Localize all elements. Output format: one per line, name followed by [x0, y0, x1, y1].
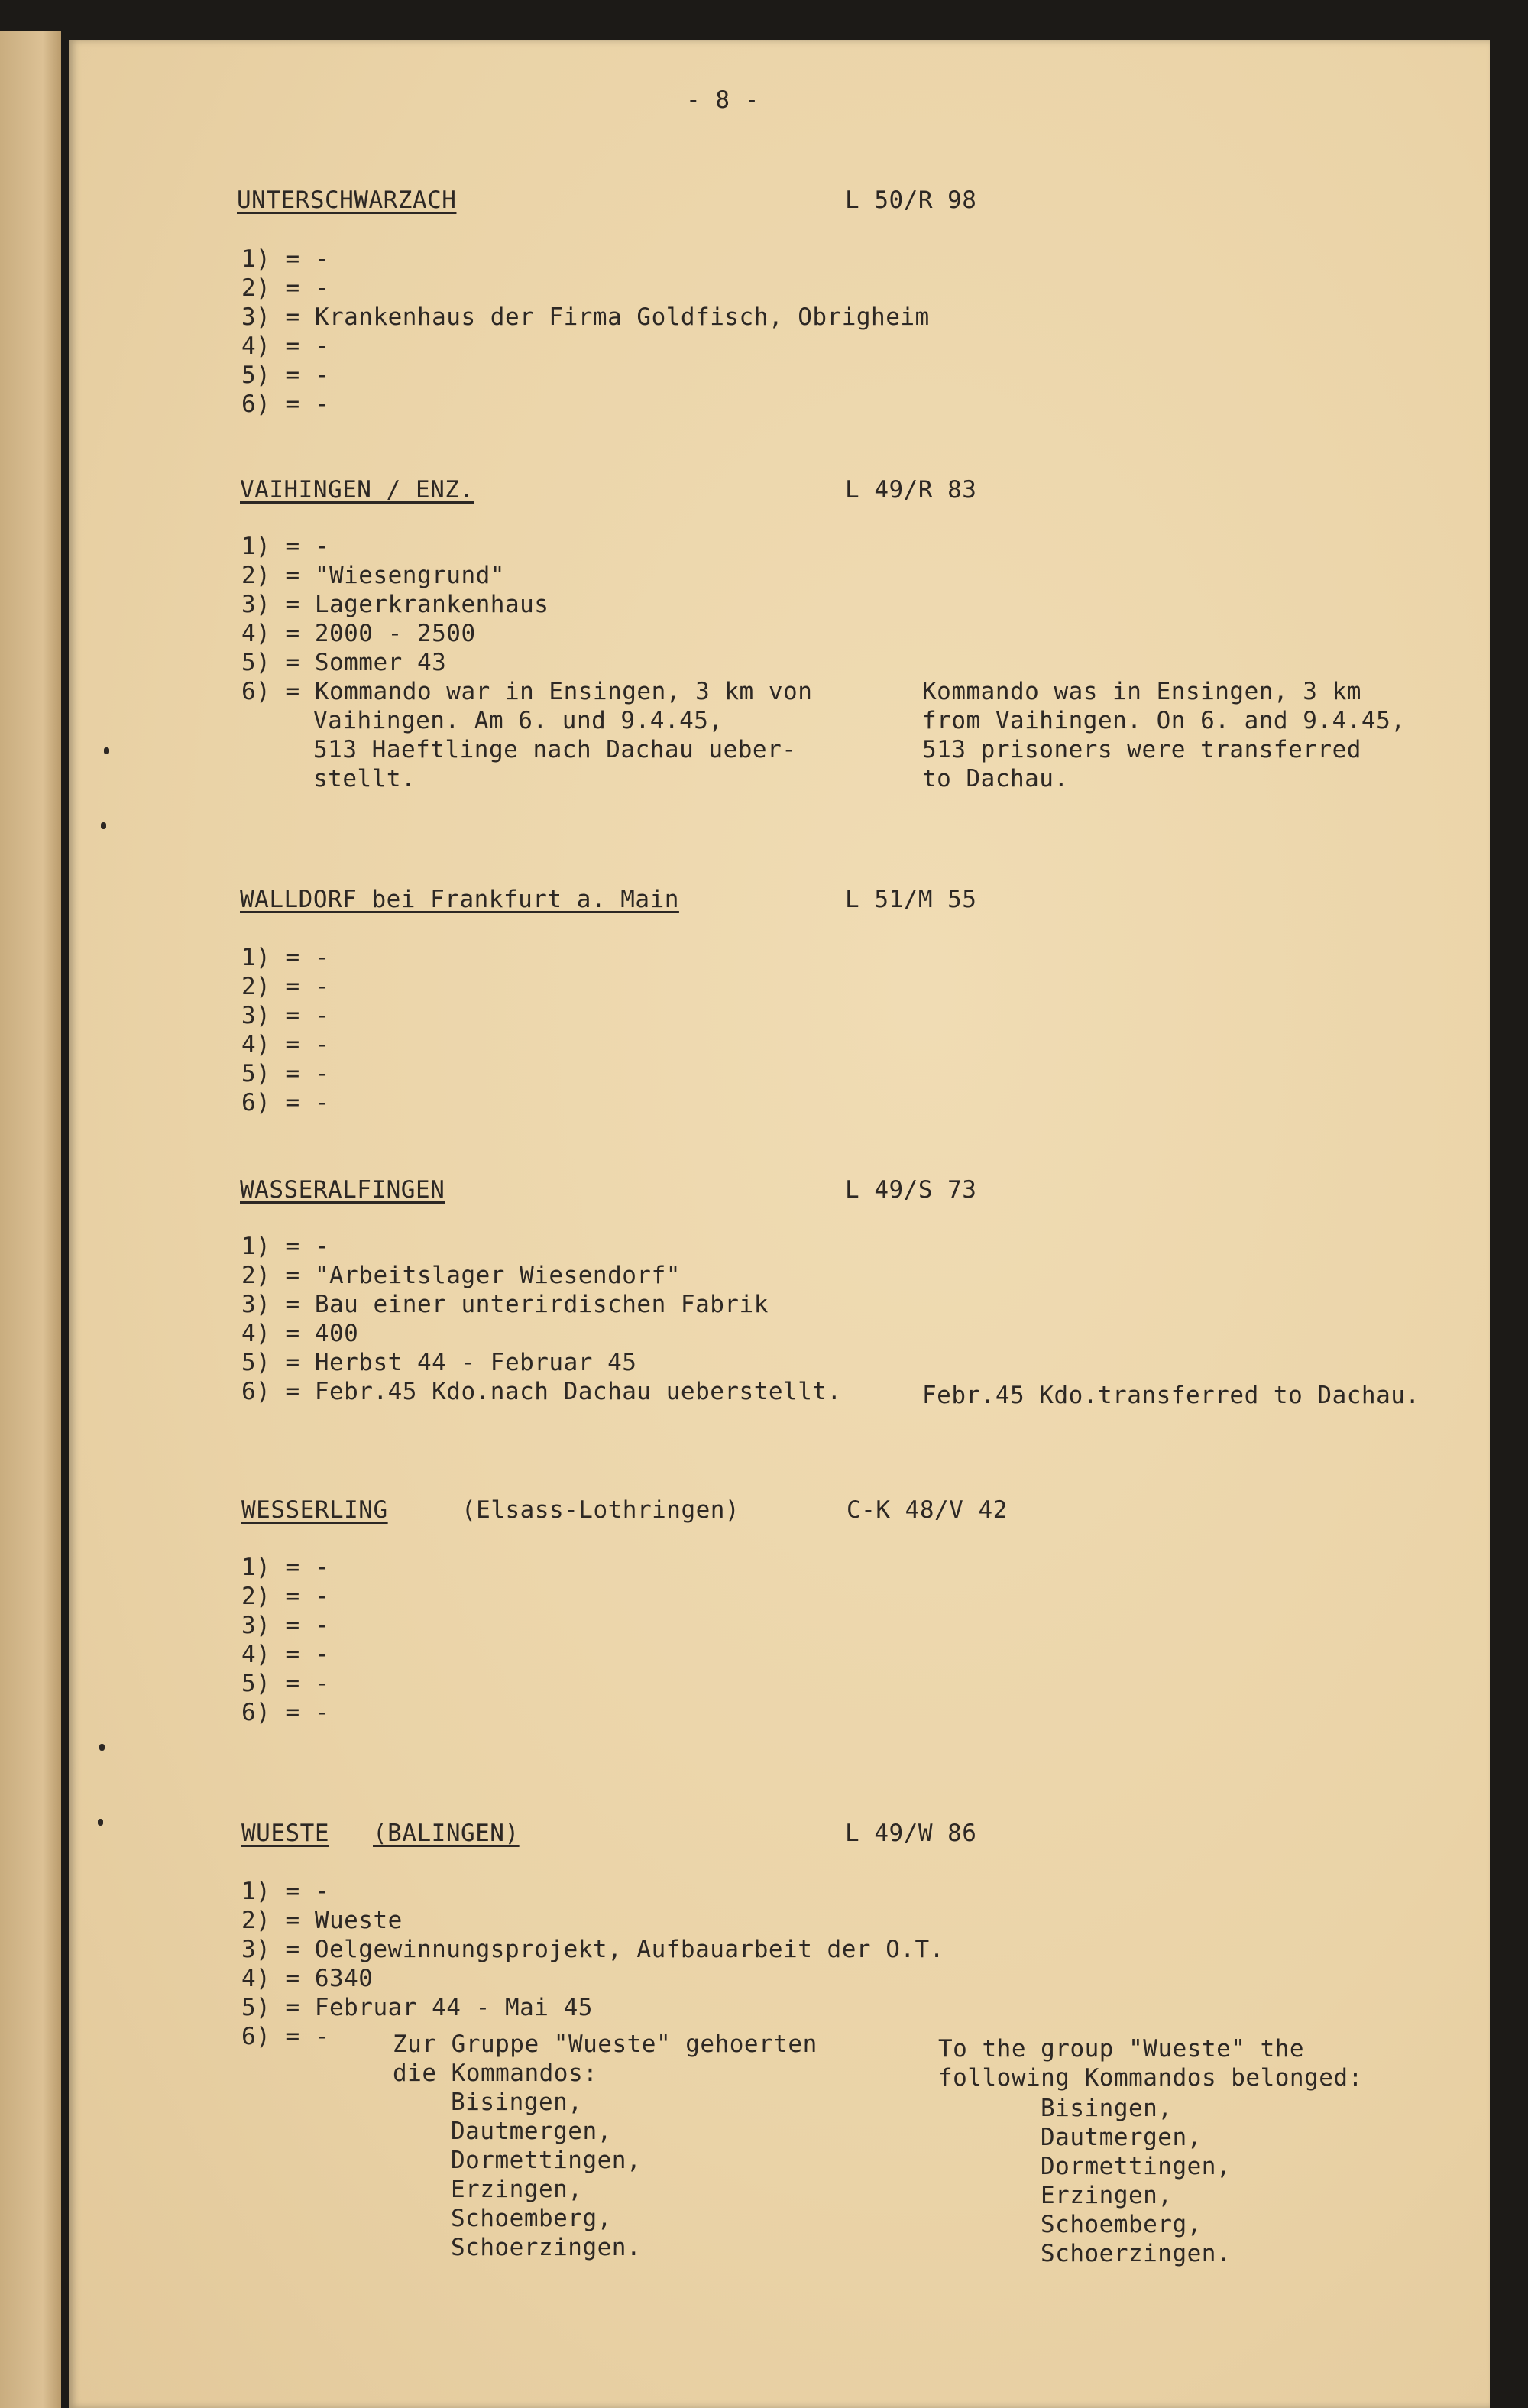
entry-line: 1) = -	[241, 1878, 329, 1905]
entry-line: 3) = Bau einer unterirdischen Fabrik	[241, 1291, 769, 1318]
entry-location-note: (Elsass-Lothringen)	[461, 1496, 740, 1524]
entry-line: 1) = -	[241, 533, 329, 560]
entry-ref-walldorf: L 51/M 55	[845, 886, 977, 913]
entry-line: 3) = -	[241, 1612, 329, 1639]
entry-line: 5) = -	[241, 361, 329, 389]
entry-english-translation: 513 prisoners were transferred	[922, 736, 1361, 763]
entry-line: 3) = Lagerkrankenhaus	[241, 591, 549, 618]
entry-heading-wasseralfingen: WASSERALFINGEN	[240, 1176, 445, 1204]
entry-line: 5) = -	[241, 1670, 329, 1697]
entry-line: 6) = -	[241, 1089, 329, 1116]
entry-english-translation: Bisingen,	[1041, 2095, 1173, 2122]
entry-line: 6) = -	[241, 391, 329, 418]
punch-mark	[101, 822, 106, 829]
punch-mark	[104, 747, 109, 754]
entry-german-continuation: Dormettingen,	[451, 2147, 642, 2174]
entry-german-continuation: stellt.	[313, 765, 416, 792]
entry-line: 6) = Kommando war in Ensingen, 3 km von	[241, 678, 813, 705]
entry-line: 2) = -	[241, 274, 329, 302]
entry-line: 5) = Februar 44 - Mai 45	[241, 1994, 593, 2021]
entry-german-continuation: Bisingen,	[451, 2089, 583, 2116]
entry-german-continuation: Zur Gruppe "Wueste" gehoerten	[393, 2030, 817, 2058]
entry-german-continuation: Vaihingen. Am 6. und 9.4.45,	[313, 707, 724, 734]
entry-heading-vaihingen: VAIHINGEN / ENZ.	[240, 476, 474, 504]
entry-german-continuation: Schoemberg,	[451, 2205, 612, 2232]
entry-line: 4) = -	[241, 1031, 329, 1058]
entry-line: 2) = -	[241, 973, 329, 1000]
entry-ref-wueste: L 49/W 86	[845, 1820, 977, 1847]
entry-english-translation: following Kommandos belonged:	[938, 2064, 1363, 2092]
entry-english-translation: Schoerzingen.	[1041, 2240, 1232, 2267]
entry-english-translation: Erzingen,	[1041, 2182, 1173, 2209]
entry-english-translation: Kommando was in Ensingen, 3 km	[922, 678, 1361, 705]
entry-line: 4) = 400	[241, 1320, 359, 1347]
entry-english-translation: To the group "Wueste" the	[938, 2035, 1305, 2063]
entry-ref-vaihingen: L 49/R 83	[845, 476, 977, 504]
entry-english-translation: Schoemberg,	[1041, 2211, 1202, 2238]
entry-line: 4) = -	[241, 332, 329, 360]
entry-line: 3) = Oelgewinnungsprojekt, Aufbauarbeit der O.T.	[241, 1936, 944, 1963]
entry-english-translation: to Dachau.	[922, 765, 1069, 792]
entry-line: 2) = "Arbeitslager Wiesendorf"	[241, 1262, 681, 1289]
entry-german-continuation: die Kommandos:	[393, 2060, 598, 2087]
entry-english-translation: Dautmergen,	[1041, 2124, 1202, 2151]
entry-location-note: (BALINGEN)	[373, 1820, 520, 1847]
entry-ref-wasseralfingen: L 49/S 73	[845, 1176, 977, 1204]
entry-heading-wesserling: WESSERLING	[241, 1496, 388, 1524]
entry-line: 2) = Wueste	[241, 1907, 403, 1934]
previous-page-edge	[0, 31, 61, 2408]
entry-line: 6) = -	[241, 2023, 329, 2050]
entry-line: 6) = Febr.45 Kdo.nach Dachau ueberstellt.	[241, 1378, 842, 1405]
entry-ref-wesserling: C-K 48/V 42	[847, 1496, 1008, 1524]
entry-line: 2) = "Wiesengrund"	[241, 562, 505, 589]
entry-line: 1) = -	[241, 1233, 329, 1260]
entry-line: 6) = -	[241, 1699, 329, 1726]
entry-line: 3) = Krankenhaus der Firma Goldfisch, Obrigheim	[241, 303, 930, 331]
entry-heading-unterschwarzach: UNTERSCHWARZACH	[237, 186, 457, 214]
entry-heading-wueste: WUESTE	[241, 1820, 329, 1847]
entry-line: 1) = -	[241, 1554, 329, 1581]
entry-line: 2) = -	[241, 1583, 329, 1610]
entry-line: 4) = 6340	[241, 1965, 374, 1992]
entry-german-continuation: Erzingen,	[451, 2176, 583, 2203]
entry-english-translation: Febr.45 Kdo.transferred to Dachau.	[922, 1382, 1420, 1409]
entry-line: 4) = -	[241, 1641, 329, 1668]
entry-german-continuation: Schoerzingen.	[451, 2234, 642, 2261]
punch-mark	[98, 1819, 103, 1826]
entry-german-continuation: Dautmergen,	[451, 2118, 612, 2145]
entry-english-translation: Dormettingen,	[1041, 2153, 1232, 2180]
entry-line: 5) = -	[241, 1060, 329, 1087]
entry-ref-unterschwarzach: L 50/R 98	[845, 186, 977, 214]
entry-line: 5) = Sommer 43	[241, 649, 447, 676]
page-number: - 8 -	[686, 86, 759, 114]
entry-line: 4) = 2000 - 2500	[241, 620, 476, 647]
entry-line: 3) = -	[241, 1002, 329, 1029]
entry-english-translation: from Vaihingen. On 6. and 9.4.45,	[922, 707, 1406, 734]
entry-line: 1) = -	[241, 944, 329, 971]
entry-line: 5) = Herbst 44 - Februar 45	[241, 1349, 637, 1376]
entry-heading-walldorf: WALLDORF bei Frankfurt a. Main	[240, 886, 679, 913]
punch-mark	[99, 1744, 105, 1751]
entry-line: 1) = -	[241, 245, 329, 273]
entry-german-continuation: 513 Haeftlinge nach Dachau ueber-	[313, 736, 797, 763]
